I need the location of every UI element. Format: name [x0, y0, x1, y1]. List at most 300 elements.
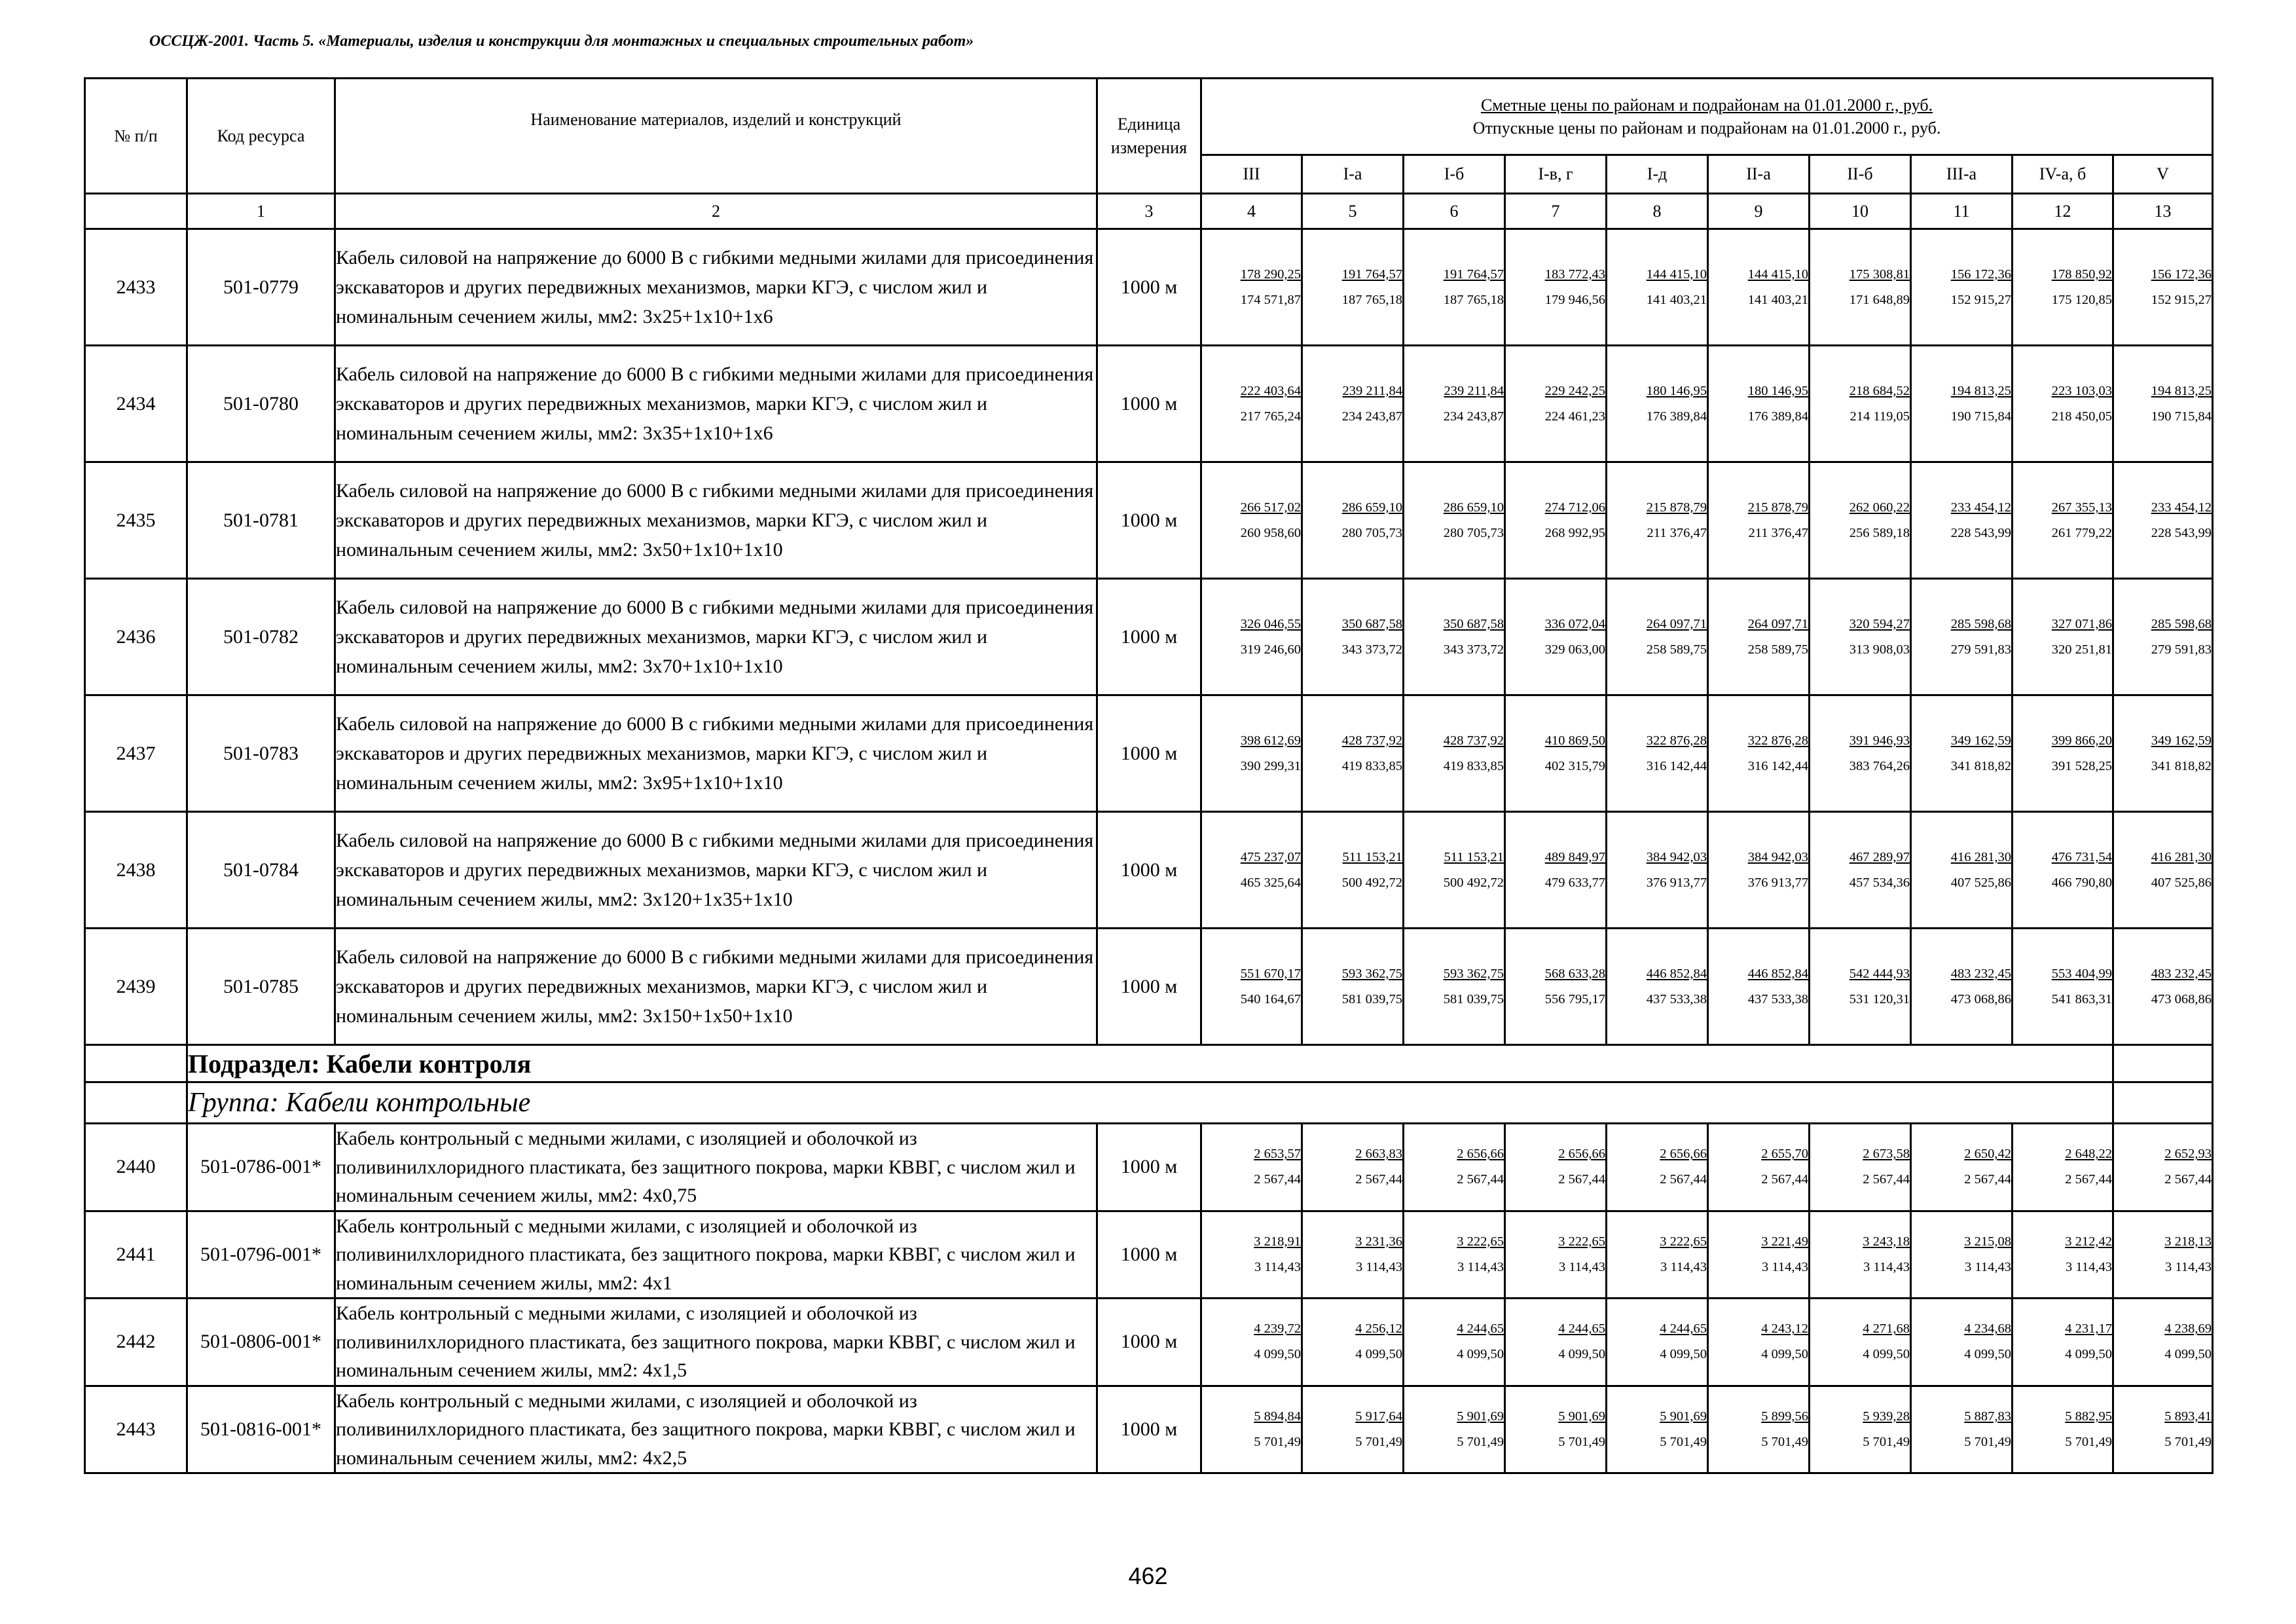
estimate-price: 416 281,30 [1950, 849, 2011, 864]
price-cell [1911, 812, 2013, 929]
estimate-price: 5 901,69 [1558, 1409, 1605, 1424]
column-number-9: 9 [1708, 194, 1810, 229]
col-header-no: № п/п [85, 79, 187, 194]
estimate-price: 285 598,68 [2151, 616, 2212, 631]
estimate-price: 551 670,17 [1240, 966, 1301, 981]
price-cell [1708, 812, 1810, 929]
estimate-price: 3 221,49 [1761, 1234, 1808, 1249]
release-price: 256 589,18 [1849, 525, 1910, 540]
estimate-price: 5 887,83 [1964, 1409, 2011, 1424]
release-price: 407 525,86 [2151, 875, 2212, 890]
estimate-price: 194 813,25 [1950, 383, 2011, 398]
release-price: 376 913,77 [1747, 875, 1808, 890]
estimate-price: 384 942,03 [1747, 849, 1808, 864]
price-cell [2013, 1386, 2113, 1473]
estimate-price: 2 673,58 [1863, 1147, 1910, 1162]
estimate-price: 475 237,07 [1240, 849, 1301, 864]
estimate-price: 483 232,45 [1950, 966, 2011, 981]
estimate-price: 5 882,95 [2065, 1409, 2112, 1424]
release-price: 343 373,72 [1341, 642, 1402, 657]
price-cell [1810, 1299, 1911, 1386]
row-number: 2433 [85, 229, 187, 346]
release-price: 2 567,44 [1964, 1172, 2011, 1187]
price-cell [1708, 929, 1810, 1045]
estimate-price: 144 415,10 [1747, 267, 1808, 282]
col-header-name: Наименование материалов, изделий и конструкций [335, 79, 1097, 194]
row-number: 2442 [85, 1299, 187, 1386]
estimate-price: 410 869,50 [1544, 733, 1605, 748]
release-price: 479 633,77 [1544, 875, 1605, 890]
price-cell [2013, 579, 2113, 695]
subsection-end-cell [2113, 1045, 2213, 1082]
estimate-price: 2 656,66 [1558, 1147, 1605, 1162]
estimate-price: 428 737,92 [1443, 733, 1504, 748]
table-row [85, 1386, 2213, 1473]
estimate-price: 2 655,70 [1761, 1147, 1808, 1162]
release-price: 268 992,95 [1544, 525, 1605, 540]
table-row [85, 1211, 2213, 1299]
release-price: 187 765,18 [1341, 292, 1402, 307]
estimate-price: 2 656,66 [1457, 1147, 1504, 1162]
price-cell [1911, 346, 2013, 462]
estimate-price: 4 239,72 [1254, 1321, 1301, 1337]
estimate-price: 264 097,71 [1646, 616, 1707, 631]
estimate-price: 233 454,12 [1950, 500, 2011, 515]
price-cell [1810, 695, 1911, 812]
release-price: 2 567,44 [1254, 1172, 1301, 1187]
col-header-unit: Единица измерения [1097, 79, 1201, 194]
price-cell [1911, 1124, 2013, 1211]
price-cell [1810, 929, 1911, 1045]
estimate-price: 4 244,65 [1558, 1321, 1605, 1337]
release-price: 5 701,49 [1254, 1434, 1301, 1449]
price-cell [1708, 1386, 1810, 1473]
estimate-price: 3 215,08 [1964, 1234, 2011, 1249]
estimate-price: 191 764,57 [1341, 267, 1402, 282]
release-price: 260 958,60 [1240, 525, 1301, 540]
estimate-price: 4 234,68 [1964, 1321, 2011, 1337]
release-price: 211 376,47 [1748, 525, 1808, 540]
release-price: 258 589,75 [1646, 642, 1707, 657]
price-cell [1404, 812, 1505, 929]
price-cell [1302, 929, 1404, 1045]
price-cell [1404, 462, 1505, 579]
release-price: 175 120,85 [2051, 292, 2112, 307]
release-price: 4 099,50 [1254, 1347, 1301, 1362]
release-price: 556 795,17 [1544, 991, 1605, 1006]
price-cell [1810, 579, 1911, 695]
release-price: 391 528,25 [2051, 758, 2112, 773]
price-cell [1607, 1299, 1708, 1386]
price-cell [1201, 462, 1302, 579]
release-price: 2 567,44 [1355, 1172, 1402, 1187]
estimate-price: 384 942,03 [1646, 849, 1707, 864]
subsection-title: Подраздел: Кабели контроля [187, 1045, 2113, 1082]
release-price: 343 373,72 [1443, 642, 1504, 657]
release-price: 407 525,86 [1950, 875, 2011, 890]
estimate-price: 4 231,17 [2065, 1321, 2112, 1337]
release-price: 279 591,83 [2151, 642, 2212, 657]
price-cell [1404, 1386, 1505, 1473]
price-cell [1708, 695, 1810, 812]
resource-code: 501-0782 [187, 579, 335, 695]
price-cell [2113, 579, 2213, 695]
release-price: 341 818,82 [2151, 758, 2212, 773]
release-price: 2 567,44 [1660, 1172, 1707, 1187]
resource-code: 501-0806-001* [187, 1299, 335, 1386]
group-row [85, 1082, 2213, 1124]
estimate-price: 4 238,69 [2164, 1321, 2212, 1337]
price-cell [1708, 1211, 1810, 1299]
release-price: 187 765,18 [1443, 292, 1504, 307]
release-price: 581 039,75 [1341, 991, 1402, 1006]
price-cell [1404, 695, 1505, 812]
estimate-price: 2 663,83 [1355, 1147, 1402, 1162]
estimate-price: 183 772,43 [1544, 267, 1605, 282]
release-price: 4 099,50 [1761, 1347, 1808, 1362]
price-cell [1810, 229, 1911, 346]
price-cell [1505, 695, 1607, 812]
estimate-price: 2 650,42 [1964, 1147, 2011, 1162]
estimate-price: 350 687,58 [1443, 616, 1504, 631]
estimate-price: 144 415,10 [1646, 267, 1707, 282]
release-price: 234 243,87 [1443, 409, 1504, 424]
release-price: 261 779,22 [2051, 525, 2112, 540]
estimate-price: 3 218,13 [2164, 1234, 2212, 1249]
price-cell [1505, 1124, 1607, 1211]
estimate-price: 5 899,56 [1761, 1409, 1808, 1424]
prices-release-title: Отпускные цены по районам и подрайонам на 01.01.2000 г., руб. [1472, 119, 1941, 138]
price-cell [1708, 229, 1810, 346]
estimate-price: 326 046,55 [1240, 616, 1301, 631]
table-row [85, 929, 2213, 1045]
column-number-10: 10 [1810, 194, 1911, 229]
price-cell [1607, 812, 1708, 929]
estimate-price: 322 876,28 [1747, 733, 1808, 748]
price-cell [1302, 812, 1404, 929]
release-price: 376 913,77 [1646, 875, 1707, 890]
release-price: 4 099,50 [1558, 1347, 1605, 1362]
unit-of-measure: 1000 м [1097, 929, 1201, 1045]
estimate-price: 350 687,58 [1341, 616, 1402, 631]
price-table [84, 77, 2214, 1474]
estimate-price: 180 146,95 [1646, 383, 1707, 398]
release-price: 3 114,43 [1762, 1259, 1808, 1274]
region-header-10: V [2113, 155, 2213, 194]
price-cell [1201, 579, 1302, 695]
estimate-price: 5 939,28 [1863, 1409, 1910, 1424]
price-cell [2113, 812, 2213, 929]
estimate-price: 446 852,84 [1747, 966, 1808, 981]
estimate-price: 178 850,92 [2051, 267, 2112, 282]
price-cell [1911, 229, 2013, 346]
column-number-empty [85, 194, 187, 229]
unit-of-measure: 1000 м [1097, 1299, 1201, 1386]
release-price: 3 114,43 [2165, 1259, 2212, 1274]
release-price: 2 567,44 [2065, 1172, 2112, 1187]
release-price: 171 648,89 [1849, 292, 1910, 307]
column-number-row [85, 194, 2213, 229]
price-cell [1201, 346, 1302, 462]
column-number-3: 3 [1097, 194, 1201, 229]
price-cell [1911, 1386, 2013, 1473]
release-price: 4 099,50 [1355, 1347, 1402, 1362]
estimate-price: 215 878,79 [1747, 500, 1808, 515]
group-title: Группа: Кабели контрольные [187, 1082, 2113, 1124]
release-price: 383 764,26 [1849, 758, 1910, 773]
estimate-price: 391 946,93 [1849, 733, 1910, 748]
estimate-price: 511 153,21 [1342, 849, 1402, 864]
release-price: 3 114,43 [1559, 1259, 1605, 1274]
price-cell [1201, 1211, 1302, 1299]
release-price: 2 567,44 [2164, 1172, 2212, 1187]
column-number-2: 2 [335, 194, 1097, 229]
price-cell [2113, 1211, 2213, 1299]
unit-of-measure: 1000 м [1097, 462, 1201, 579]
estimate-price: 218 684,52 [1849, 383, 1910, 398]
release-price: 465 325,64 [1240, 875, 1301, 890]
release-price: 5 701,49 [1457, 1434, 1504, 1449]
price-cell [1911, 579, 2013, 695]
release-price: 228 543,99 [1950, 525, 2011, 540]
release-price: 4 099,50 [1964, 1347, 2011, 1362]
release-price: 141 403,21 [1646, 292, 1707, 307]
price-cell [1505, 1299, 1607, 1386]
estimate-price: 4 244,65 [1457, 1321, 1504, 1337]
price-cell [1708, 1124, 1810, 1211]
release-price: 176 389,84 [1646, 409, 1707, 424]
price-cell [1810, 812, 1911, 929]
price-cell [1708, 462, 1810, 579]
estimate-price: 542 444,93 [1849, 966, 1910, 981]
release-price: 500 492,72 [1341, 875, 1402, 890]
release-price: 224 461,23 [1544, 409, 1605, 424]
region-header-3: I-б [1404, 155, 1505, 194]
estimate-price: 222 403,64 [1240, 383, 1301, 398]
price-cell [1505, 1386, 1607, 1473]
release-price: 190 715,84 [1950, 409, 2011, 424]
price-cell [1302, 579, 1404, 695]
material-name: Кабель силовой на напряжение до 6000 В с гибкими медными жилами для присоединения экскаваторов и других передвижных механизмов, марки КГЭ, с числом жил и номинальным сечением жилы, мм2: 3х95+1х10+1х10 [335, 695, 1097, 812]
col-header-code: Код ресурса [187, 79, 335, 194]
estimate-price: 553 404,99 [2051, 966, 2112, 981]
estimate-price: 349 162,59 [2151, 733, 2212, 748]
material-name: Кабель контрольный с медными жилами, с изоляцией и оболочкой из поливинилхлоридного пластиката, без защитного покрова, марки КВВГ, с числом жил и номинальным сечением жилы, мм2: 4х1,5 [335, 1299, 1097, 1386]
table-row [85, 1124, 2213, 1211]
release-price: 466 790,80 [2051, 875, 2112, 890]
release-price: 320 251,81 [2051, 642, 2112, 657]
price-cell [2013, 346, 2113, 462]
estimate-price: 285 598,68 [1950, 616, 2011, 631]
release-price: 258 589,75 [1747, 642, 1808, 657]
release-price: 3 114,43 [2066, 1259, 2112, 1274]
resource-code: 501-0784 [187, 812, 335, 929]
resource-code: 501-0816-001* [187, 1386, 335, 1473]
price-cell [1302, 346, 1404, 462]
price-cell [1404, 229, 1505, 346]
estimate-price: 5 901,69 [1457, 1409, 1504, 1424]
material-name: Кабель контрольный с медными жилами, с изоляцией и оболочкой из поливинилхлоридного пластиката, без защитного покрова, марки КВВГ, с числом жил и номинальным сечением жилы, мм2: 4х2,5 [335, 1386, 1097, 1473]
price-cell [2013, 812, 2113, 929]
estimate-price: 194 813,25 [2151, 383, 2212, 398]
price-cell [1302, 695, 1404, 812]
price-cell [2013, 695, 2113, 812]
estimate-price: 5 894,84 [1254, 1409, 1301, 1424]
release-price: 313 908,03 [1849, 642, 1910, 657]
price-cell [1607, 229, 1708, 346]
release-price: 319 246,60 [1240, 642, 1301, 657]
resource-code: 501-0780 [187, 346, 335, 462]
release-price: 5 701,49 [1761, 1434, 1808, 1449]
column-number-8: 8 [1607, 194, 1708, 229]
release-price: 5 701,49 [1660, 1434, 1707, 1449]
material-name: Кабель силовой на напряжение до 6000 В с гибкими медными жилами для присоединения экскаваторов и других передвижных механизмов, марки КГЭ, с числом жил и номинальным сечением жилы, мм2: 3х35+1х10+1х6 [335, 346, 1097, 462]
subsection-empty-cell [85, 1045, 187, 1082]
estimate-price: 239 211,84 [1342, 383, 1402, 398]
release-price: 3 114,43 [1457, 1259, 1504, 1274]
price-cell [1911, 1299, 2013, 1386]
estimate-price: 416 281,30 [2151, 849, 2212, 864]
column-number-12: 12 [2013, 194, 2113, 229]
estimate-price: 3 222,65 [1660, 1234, 1707, 1249]
release-price: 214 119,05 [1850, 409, 1910, 424]
price-cell [1505, 929, 1607, 1045]
release-price: 234 243,87 [1341, 409, 1402, 424]
region-header-9: IV-а, б [2013, 155, 2113, 194]
price-cell [1505, 229, 1607, 346]
estimate-price: 286 659,10 [1341, 500, 1402, 515]
release-price: 2 567,44 [1558, 1172, 1605, 1187]
price-cell [1302, 462, 1404, 579]
release-price: 341 818,82 [1950, 758, 2011, 773]
table-row [85, 812, 2213, 929]
price-cell [2013, 229, 2113, 346]
price-cell [1911, 929, 2013, 1045]
price-cell [1607, 695, 1708, 812]
price-cell [1201, 812, 1302, 929]
col-header-prices [1201, 79, 2213, 155]
price-cell [2113, 1386, 2213, 1473]
unit-of-measure: 1000 м [1097, 229, 1201, 346]
release-price: 2 567,44 [1863, 1172, 1910, 1187]
estimate-price: 3 243,18 [1863, 1234, 1910, 1249]
release-price: 280 705,73 [1341, 525, 1402, 540]
estimate-price: 3 222,65 [1457, 1234, 1504, 1249]
estimate-price: 175 308,81 [1849, 267, 1910, 282]
estimate-price: 2 648,22 [2065, 1147, 2112, 1162]
estimate-price: 327 071,86 [2051, 616, 2112, 631]
release-price: 3 114,43 [1863, 1259, 1910, 1274]
subsection-row [85, 1045, 2213, 1082]
release-price: 4 099,50 [1863, 1347, 1910, 1362]
region-header-2: I-а [1302, 155, 1404, 194]
estimate-price: 2 653,57 [1254, 1147, 1301, 1162]
estimate-price: 5 893,41 [2164, 1409, 2212, 1424]
price-cell [2113, 462, 2213, 579]
release-price: 540 164,67 [1240, 991, 1301, 1006]
unit-of-measure: 1000 м [1097, 346, 1201, 462]
price-cell [1607, 929, 1708, 1045]
estimate-price: 336 072,04 [1544, 616, 1605, 631]
release-price: 4 099,50 [1457, 1347, 1504, 1362]
price-cell [1404, 1124, 1505, 1211]
price-cell [1302, 1299, 1404, 1386]
resource-code: 501-0785 [187, 929, 335, 1045]
column-number-7: 7 [1505, 194, 1607, 229]
estimate-price: 274 712,06 [1544, 500, 1605, 515]
region-header-5: I-д [1607, 155, 1708, 194]
release-price: 473 068,86 [2151, 991, 2212, 1006]
unit-of-measure: 1000 м [1097, 1386, 1201, 1473]
price-cell [2113, 929, 2213, 1045]
price-cell [1404, 1299, 1505, 1386]
price-cell [1302, 1386, 1404, 1473]
estimate-price: 2 652,93 [2164, 1147, 2212, 1162]
column-number-4: 4 [1201, 194, 1302, 229]
group-empty-cell [85, 1082, 187, 1124]
unit-of-measure: 1000 м [1097, 812, 1201, 929]
release-price: 3 114,43 [1660, 1259, 1707, 1274]
table-row [85, 1299, 2213, 1386]
price-cell [1708, 346, 1810, 462]
row-number: 2440 [85, 1124, 187, 1211]
release-price: 329 063,00 [1544, 642, 1605, 657]
column-number-13: 13 [2113, 194, 2213, 229]
release-price: 419 833,85 [1443, 758, 1504, 773]
release-price: 500 492,72 [1443, 875, 1504, 890]
column-number-1: 1 [187, 194, 335, 229]
release-price: 4 099,50 [2164, 1347, 2212, 1362]
release-price: 316 142,44 [1646, 758, 1707, 773]
release-price: 279 591,83 [1950, 642, 2011, 657]
price-cell [2013, 1299, 2113, 1386]
price-cell [1404, 346, 1505, 462]
estimate-price: 2 656,66 [1660, 1147, 1707, 1162]
estimate-price: 5 901,69 [1660, 1409, 1707, 1424]
release-price: 228 543,99 [2151, 525, 2212, 540]
price-cell [1505, 462, 1607, 579]
estimate-price: 4 271,68 [1863, 1321, 1910, 1337]
row-number: 2441 [85, 1211, 187, 1299]
estimate-price: 428 737,92 [1341, 733, 1402, 748]
row-number: 2438 [85, 812, 187, 929]
region-header-1: III [1201, 155, 1302, 194]
group-power-cables [85, 229, 2213, 1045]
price-cell [1302, 229, 1404, 346]
release-price: 437 533,38 [1747, 991, 1808, 1006]
release-price: 176 389,84 [1747, 409, 1808, 424]
row-number: 2443 [85, 1386, 187, 1473]
release-price: 402 315,79 [1544, 758, 1605, 773]
release-price: 141 403,21 [1747, 292, 1808, 307]
material-name: Кабель силовой на напряжение до 6000 В с гибкими медными жилами для присоединения экскаваторов и других передвижных механизмов, марки КГЭ, с числом жил и номинальным сечением жилы, мм2: 3х120+1х35+1х10 [335, 812, 1097, 929]
release-price: 5 701,49 [1355, 1434, 1402, 1449]
price-cell [1201, 1386, 1302, 1473]
release-price: 316 142,44 [1747, 758, 1808, 773]
region-header-8: III-а [1911, 155, 2013, 194]
estimate-price: 3 222,65 [1558, 1234, 1605, 1249]
estimate-price: 511 153,21 [1444, 849, 1504, 864]
estimate-price: 349 162,59 [1950, 733, 2011, 748]
release-price: 280 705,73 [1443, 525, 1504, 540]
document-running-header: ОССЦЖ-2001. Часть 5. «Материалы, изделия и конструкции для монтажных и специальных строительных работ» [149, 33, 974, 50]
region-header-6: II-а [1708, 155, 1810, 194]
estimate-price: 568 633,28 [1544, 966, 1605, 981]
price-cell [2113, 1299, 2213, 1386]
price-cell [2113, 229, 2213, 346]
estimate-price: 593 362,75 [1443, 966, 1504, 981]
estimate-price: 215 878,79 [1646, 500, 1707, 515]
